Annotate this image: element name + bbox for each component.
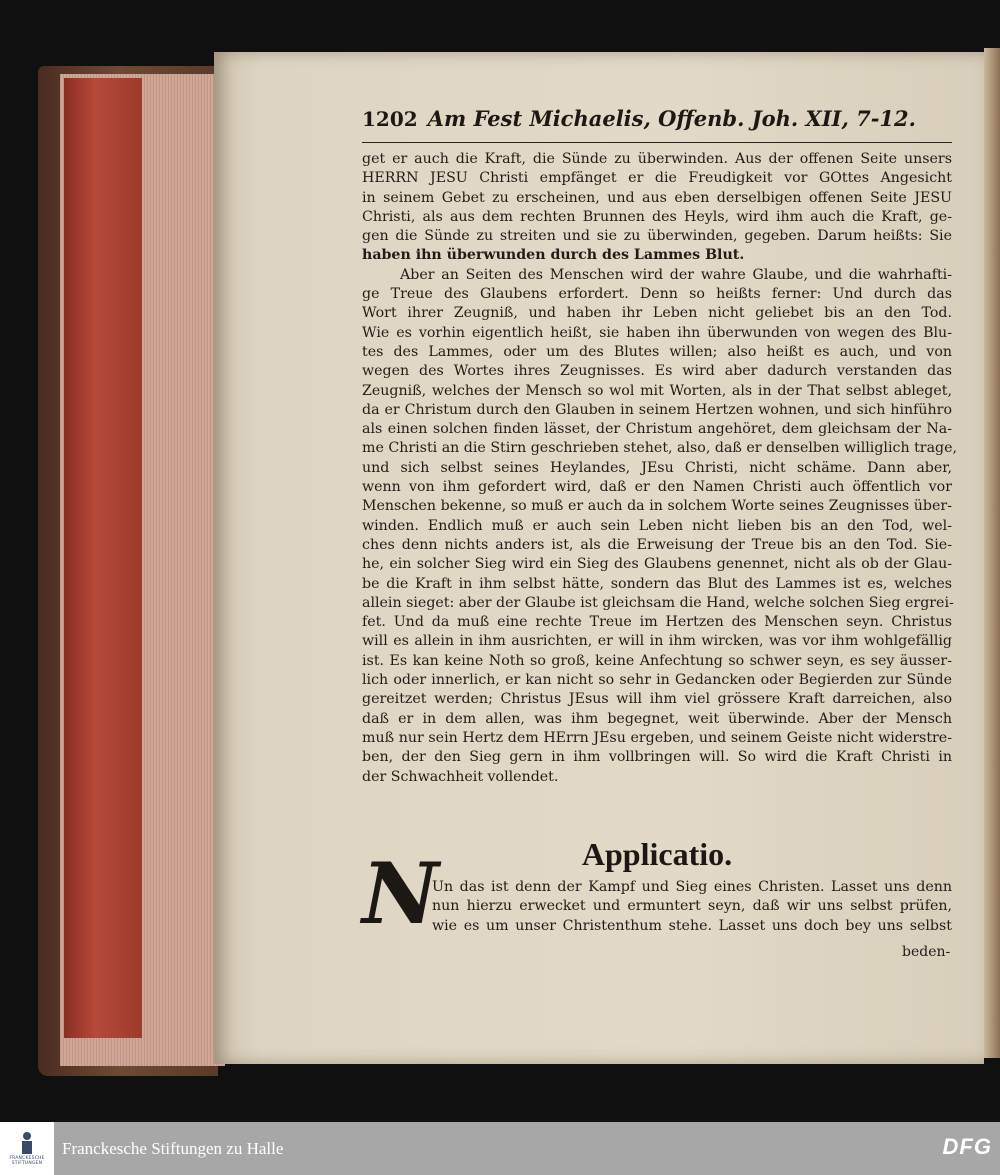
- text-line: und sich selbst seines Heylandes, JEsu Christi, nicht schäme. Dann aber,: [362, 459, 952, 476]
- text-line: wegen des Wortes ihres Zeugnisses. Es wird aber dadurch verstanden das: [362, 363, 952, 380]
- text-line: nun hierzu erwecket und ermuntert seyn, daß wir uns selbst prüfen,: [432, 898, 952, 915]
- text-line: ge Treue des Glaubens erfordert. Denn so heißts ferner: Und durch das: [362, 286, 952, 303]
- text-line: me Christi an die Stirn geschrieben stehet, also, daß er denselben williglich trage,: [362, 440, 958, 457]
- text-line: be die Kraft in ihm selbst hätte, sondern das Blut des Lammes ist es, welches: [362, 575, 952, 592]
- text-line: lich oder innerlich, er kan nicht so sehr in Gedancken oder Begierden zur Sünde: [362, 672, 952, 689]
- paragraph-2: [362, 266, 958, 787]
- dfg-logo[interactable]: DFG: [942, 1134, 992, 1159]
- text-line: da er Christum durch den Glauben in seinem Hertzen wohnen, und sich hinführo: [362, 401, 952, 418]
- text-line: muß nur sein Hertz dem HErrn JEsu ergeben, und seinem Geiste nicht widerstre-: [362, 729, 952, 746]
- text-line: ches denn nichts anders ist, als die Erweisung der Treue bis an den Tod. Sie-: [362, 536, 952, 553]
- red-page-edge: [64, 78, 142, 1038]
- text-line: Menschen bekenne, so muß er auch da in solchem Worte seines Zeugnisses über-: [362, 498, 952, 515]
- right-page-edge: [984, 48, 1000, 1058]
- text-line: ist. Es kan keine Noth so groß, keine Anfechtung so schwer seyn, es sey äusser-: [362, 652, 952, 669]
- text-line: he, ein solcher Sieg wird ein Sieg des Glaubens genennet, nicht als ob der Glau-: [362, 556, 952, 573]
- page-number: 1202: [362, 107, 418, 131]
- text-line: ben, der den Sieg gern in ihm vollbringen will. So wird die Kraft Christi in: [362, 749, 952, 766]
- text-line: haben ihn überwunden durch des Lammes Blut.: [362, 247, 745, 264]
- logo-text: FRANCKESCHE STIFTUNGEN: [9, 1155, 45, 1166]
- text-line: der Schwachheit vollendet.: [362, 768, 559, 785]
- text-line: gereitzet werden; Christus JEsus will ihm viel grössere Kraft darreichen, also: [362, 691, 952, 708]
- text-line: Un das ist denn der Kampf und Sieg eines Christen. Lasset uns denn: [432, 879, 952, 895]
- text-line: allein sieget: aber der Glaube ist gleichsam die Hand, welche solchen Sieg ergrei-: [362, 594, 954, 611]
- viewer-footer: [0, 1122, 1000, 1175]
- text-line: wenn von ihm gefordert wird, daß er den Namen Christi auch öffentlich vor: [362, 479, 952, 496]
- catchword: beden-: [902, 944, 951, 960]
- text-line: gen die Sünde zu streiten und sie zu überwinden, gegeben. Darum heißts: Sie: [362, 228, 952, 245]
- text-line: winden. Endlich muß er auch sein Leben nicht lieben bis an den Tod, wel-: [362, 517, 952, 534]
- applicatio-text: [432, 878, 952, 936]
- running-head: Am Fest Michaelis, Offenb. Joh. XII, 7-12.: [427, 106, 916, 131]
- text-line: fet. Und da muß eine rechte Treue im Hertzen des Menschen seyn. Christus: [362, 614, 952, 631]
- institution-logo[interactable]: [0, 1122, 54, 1175]
- institution-name[interactable]: Franckesche Stiftungen zu Halle: [62, 1138, 284, 1158]
- section-heading: Applicatio.: [581, 836, 733, 872]
- text-line: tes des Lammes, oder um des Blutes willen; also heißt es auch, und von: [362, 343, 952, 360]
- text-line: Wort ihrer Zeugniß, und haben ihr Leben nicht geliebet bis an den Tod.: [362, 305, 952, 322]
- text-line: Aber an Seiten des Menschen wird der wahre Glaube, und die wahrhafti-: [400, 266, 952, 283]
- body-text: [362, 150, 958, 787]
- text-line: als einen solchen finden lässet, der Christum angehöret, dem gleichsam der Na-: [362, 421, 952, 438]
- text-line: wie es um unser Christenthum stehe. Lasset uns doch bey uns selbst: [432, 917, 952, 934]
- text-line: in seinem Gebet zu erscheinen, und aus eben derselbigen offenen Seite JESU: [362, 189, 952, 206]
- paragraph-1: [362, 150, 952, 266]
- text-line: daß er in dem allen, was ihm begegnet, weit überwinde. Aber der Mensch: [362, 710, 952, 727]
- text-line: will es allein in ihm ausrichten, er will in ihm wircken, was vor ihm wohlgefällig: [362, 633, 952, 650]
- text-line: Zeugniß, welches der Mensch so wol mit Worten, als in der That selbst ableget,: [362, 382, 952, 399]
- text-line: HERRN JESU Christi empfänget er die Freudigkeit vor GOttes Angesicht: [362, 170, 952, 187]
- drop-cap-initial: N: [362, 844, 439, 943]
- text-line: Christi, als aus dem rechten Brunnen des Heyls, wird ihm auch die Kraft, ge-: [362, 208, 952, 225]
- logo-figure-icon: [21, 1132, 33, 1154]
- page-header: [362, 106, 952, 143]
- text-line: get er auch die Kraft, die Sünde zu überwinden. Aus der offenen Seite unsers: [362, 151, 952, 167]
- text-line: Wie es vorhin eigentlich heißt, sie haben ihn überwunden von wegen des Blu-: [362, 324, 952, 341]
